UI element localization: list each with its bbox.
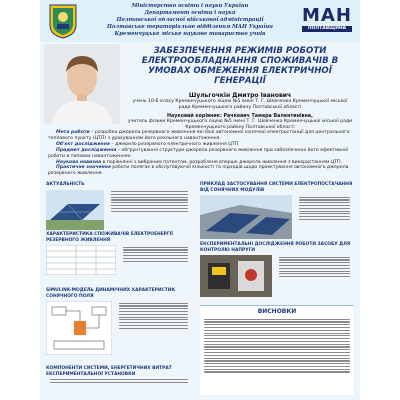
poster-title: ЗАБЕЗПЕЧЕННЯ РЕЖИМІВ РОБОТИ ЕЛЕКТРООБЛАДНАННЯ СПОЖИВАЧІВ В УМОВАХ ОБМЕЖЕННЯ ЕЛЕКТРИЧНОЇ ГЕНЕРАЦІЇ bbox=[141, 46, 339, 86]
header-text bbox=[84, 3, 296, 38]
school-emblem-icon bbox=[48, 3, 78, 39]
conclusions-text-lines bbox=[200, 319, 354, 373]
components-section bbox=[46, 366, 192, 385]
poster bbox=[40, 0, 360, 400]
author-portrait-icon bbox=[44, 44, 120, 124]
modeling-section bbox=[46, 288, 192, 355]
characteristics-section bbox=[46, 232, 192, 275]
experiment-section bbox=[200, 242, 354, 297]
intro-key: Предмет дослідження bbox=[56, 147, 117, 153]
components-title: КОМПОНЕНТИ СИСТЕМИ, ЕНЕРГЕТИЧНИХ ВИТРАТ ЕКСПЕРИМЕНТАЛЬНОЇ УСТАНОВКИ bbox=[46, 366, 172, 377]
intro-text: роботи полягає в обслуговуючої кількості та підходів щодо проектування автономного джерела резервного живлення. bbox=[48, 165, 349, 177]
modeling-title: SIMULINK-МОДЕЛЬ ДИНАМІЧНИХ ХАРАКТЕРИСТИК СОНЯЧНОГО ПОЛЯ bbox=[46, 288, 176, 299]
title-block bbox=[126, 46, 354, 131]
man-logo bbox=[302, 6, 352, 36]
relevance-text-lines bbox=[107, 190, 192, 230]
experiment-text-lines bbox=[275, 255, 354, 297]
components-text-lines bbox=[46, 379, 192, 383]
intro-key: Наукова новизна bbox=[56, 159, 102, 165]
intro-key: Практичне значення bbox=[56, 165, 111, 171]
example-section bbox=[200, 182, 354, 239]
relevance-title: АКТУАЛЬНІСТЬ bbox=[46, 182, 85, 187]
man-logo-text: МАН bbox=[302, 5, 352, 26]
intro-text: в порівнянні з вибраним патентом, розроблене вперше джерела живлення з використанням ЦТП. bbox=[101, 159, 343, 165]
modeling-body bbox=[46, 301, 192, 355]
characteristics-body bbox=[46, 245, 192, 275]
experiment-setup-image-icon bbox=[200, 255, 272, 297]
header-line: Міністерство освіти і науки України bbox=[131, 3, 249, 9]
rooftop-solar-image-icon bbox=[200, 195, 292, 239]
header-line: Полтавське територіальне відділення МАН України bbox=[107, 24, 273, 30]
intro-block bbox=[48, 130, 354, 177]
example-title: ПРИКЛАД ЗАСТОСУВАННЯ СИСТЕМИ ЕЛЕКТРОПОСТАЧАННЯ ВІД СОНЯЧНИХ МОДУЛІВ bbox=[200, 182, 353, 193]
characteristics-text-lines bbox=[119, 245, 192, 275]
solar-panels-image-icon bbox=[46, 190, 104, 230]
conclusions-section bbox=[200, 305, 354, 395]
example-text-lines bbox=[295, 195, 354, 239]
supervisor-heading: Науковий керівник: Рачкевич Тамара Валентинівна, bbox=[167, 114, 313, 119]
intro-paragraph bbox=[48, 165, 354, 177]
intro-key: Мета роботи bbox=[56, 130, 90, 135]
intro-text: – обґрунтування структури джерела резервного живлення при забезпеченні його ефективної роботи в типових навантаженнях. bbox=[48, 147, 348, 159]
header-line: Кременчуцьке міське наукове товариство учнів bbox=[114, 31, 266, 37]
consumers-table-icon bbox=[46, 245, 116, 275]
intro-paragraph bbox=[48, 130, 354, 142]
characteristics-title: ХАРАКТЕРИСТИКА СПОЖИВАЧІВ ЕЛЕКТРОЕНЕРГІЇ РЕЗЕРВНОГО ЖИВЛЕННЯ bbox=[46, 232, 173, 243]
header-line: Департамент освіти і науки bbox=[144, 10, 236, 16]
intro-key: Об'єкт дослідження bbox=[56, 141, 110, 147]
poster-header bbox=[40, 0, 360, 42]
experiment-body bbox=[200, 255, 354, 297]
author-info: учень 10-Б класу Кременчуцького ліцею №5 імені Т. Г. Шевченка Кременчуцької міської ради Кременчуцького району Полтавської області bbox=[132, 99, 348, 110]
example-body bbox=[200, 195, 354, 239]
conclusions-title: ВИСНОВКИ bbox=[257, 308, 297, 315]
man-logo-subtitle: ПОЛТАВЩИНА bbox=[302, 26, 352, 32]
author-name: Шульгочкін Дмитро Іванович bbox=[188, 92, 292, 99]
header-line: Полтавської обласної військової адміністрації bbox=[116, 17, 264, 23]
intro-text: – розробка джерела резервного живлення які базі автономної сонячної електростанції для центрального теплового пункту (ЦТП) з урахуванням його реального навантаження. bbox=[48, 130, 350, 141]
modeling-text-lines bbox=[115, 301, 192, 355]
relevance-section bbox=[46, 182, 192, 230]
experiment-title: ЕКСПЕРИМЕНТАЛЬНІ ДОСЛІДЖЕННЯ РОБОТИ ЗАСОБУ ДЛЯ КОНТРОЛЮ НАПРУГИ bbox=[200, 242, 351, 253]
supervisor-info: учитель фізики Кременчуцького ліцею №5 імені Т. Г. Шевченка Кременчуцької міської ради Кременчуцького району Полтавської області bbox=[127, 119, 353, 130]
author-photo bbox=[44, 44, 120, 124]
intro-text: – джерело резервного електричного живлення ЦТП. bbox=[109, 141, 240, 147]
intro-paragraph bbox=[48, 148, 354, 160]
relevance-body bbox=[46, 190, 192, 230]
simulink-model-icon bbox=[46, 301, 112, 355]
